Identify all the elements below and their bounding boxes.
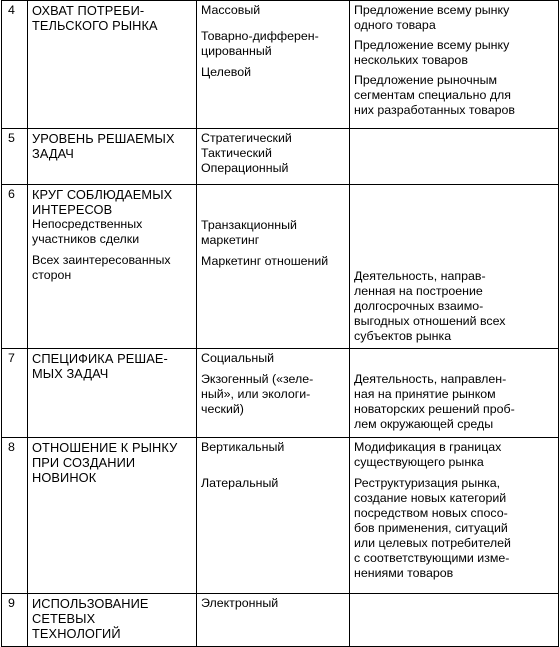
- types-cell: [197, 185, 350, 349]
- notes-cell: [350, 129, 559, 185]
- table-row: [2, 594, 559, 647]
- criterion-cell: [28, 185, 197, 349]
- table-row: [2, 129, 559, 185]
- notes-cell: [350, 185, 559, 349]
- criterion-title: ИСПОЛЬЗОВАНИЕ СЕТЕВЫХ ТЕХНОЛОГИЙ: [32, 596, 149, 641]
- types-cell: [197, 438, 350, 594]
- criterion-cell: [28, 594, 197, 647]
- criterion-subitem: Непосредственных участников сделки: [32, 217, 143, 246]
- table-row: [2, 185, 559, 349]
- note-item: Реструктуризация рынка, создание новых категорий посредством новых спосо- бов применения, ситуаций или целевых потребителей с соответствующими изме- нениями товаров: [354, 476, 511, 580]
- criterion-cell: [28, 129, 197, 185]
- notes-cell: [350, 1, 559, 129]
- row-number: 5: [2, 129, 28, 185]
- table-row: [2, 438, 559, 594]
- notes-cell: [350, 594, 559, 647]
- type-item: Вертикальный: [201, 440, 285, 454]
- type-item: Тактический: [201, 146, 272, 160]
- types-cell: [197, 349, 350, 438]
- marketing-classification-table: [1, 0, 559, 647]
- type-item: Экзогенный («зеле- ный», или экологи- ческий): [201, 372, 314, 416]
- types-cell: [197, 129, 350, 185]
- type-item: Маркетинг отношений: [201, 254, 329, 268]
- note-item: Деятельность, направлен- ная на принятие рынком новаторских решений проб- лем окружающей среды: [354, 372, 515, 431]
- note-item: Модификация в границах существующего рынка: [354, 440, 502, 469]
- criterion-cell: [28, 438, 197, 594]
- criterion-title: ОХВАТ ПОТРЕБИ- ТЕЛЬСКОГО РЫНКА: [32, 3, 158, 33]
- note-item: Деятельность, направ- ленная на построение долгосрочных взаимо- выгодных отношений всех субъектов рынка: [354, 269, 506, 343]
- types-cell: [197, 1, 350, 129]
- notes-cell: [350, 438, 559, 594]
- criterion-title: УРОВЕНЬ РЕШАЕМЫХ ЗАДАЧ: [32, 131, 175, 161]
- criterion-cell: [28, 1, 197, 129]
- row-number: 7: [2, 349, 28, 438]
- table-row: [2, 349, 559, 438]
- type-item: Товарно-дифферен- цированный: [201, 29, 319, 58]
- type-item: Массовый: [201, 3, 261, 17]
- criterion-title: СПЕЦИФИКА РЕШАЕ- МЫХ ЗАДАЧ: [32, 351, 168, 381]
- type-item: Операционный: [201, 161, 289, 175]
- type-item: Целевой: [201, 65, 252, 79]
- type-item: Транзакционный маркетинг: [201, 218, 297, 247]
- type-item: Стратегический: [201, 131, 292, 145]
- criterion-cell: [28, 349, 197, 438]
- row-number: 6: [2, 185, 28, 349]
- note-item: Предложение всему рынку одного товара: [354, 3, 510, 32]
- note-item: Предложение всему рынку нескольких товаров: [354, 38, 510, 67]
- row-number: 8: [2, 438, 28, 594]
- types-cell: [197, 594, 350, 647]
- table-row: [2, 1, 559, 129]
- row-number: 9: [2, 594, 28, 647]
- note-item: Предложение рыночным сегментам специально для них разработанных товаров: [354, 73, 516, 117]
- type-item: Социальный: [201, 351, 275, 365]
- criterion-title: ОТНОШЕНИЕ К РЫНКУ ПРИ СОЗДАНИИ НОВИНОК: [32, 440, 178, 485]
- criterion-subitem: Всех заинтересованных сторон: [32, 253, 171, 282]
- type-item: Электронный: [201, 596, 279, 610]
- type-item: Латеральный: [201, 476, 279, 490]
- row-number: 4: [2, 1, 28, 129]
- notes-cell: [350, 349, 559, 438]
- criterion-title: КРУГ СОБЛЮДАЕМЫХ ИНТЕРЕСОВ: [32, 187, 173, 217]
